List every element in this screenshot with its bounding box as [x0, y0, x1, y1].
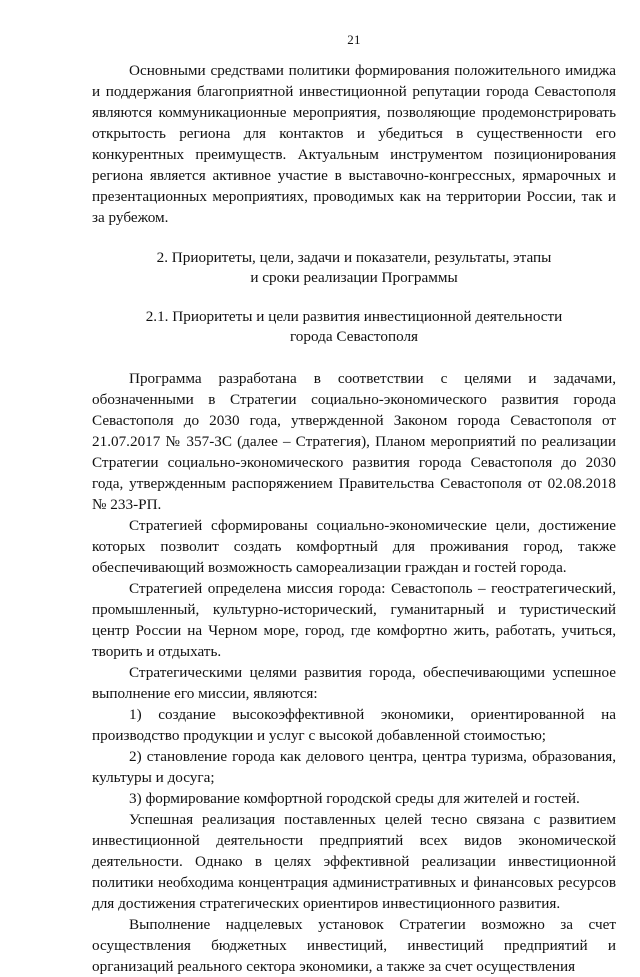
paragraph-strategy-implementation: Выполнение надцелевых установок Стратегии возможно за счет осуществления бюджетных инвестиций, инвестиций предприятий и организаций реального сектора экономики, а также за счет осуществления [92, 916, 616, 975]
paragraph-program-basis: Программа разработана в соответствии с целями и задачами, обозначенными в Стратегии социально-экономического развития города Севастополя до 2030 года, утвержденной Законом города Севастополя от 21.07.2017 № 357-ЗС (далее – Стратегия), Планом мероприятий по реализации Стратегии социально-экономического развития города Севастополя до 2030 года, утвержденным распоряжением Правительства Севастополя от 02.08.2018 № 233-РП. [92, 370, 616, 513]
subsection-heading-line1: 2.1. Приоритеты и цели развития инвестиционной деятельности [145, 308, 563, 325]
paragraph-strategy-goals: Стратегией сформированы социально-экономические цели, достижение которых позволит создать комфортный для проживания город, также обеспечивающий возможность самореализации граждан и гостей города. [92, 517, 616, 576]
section-heading-line2: и сроки реализации Программы [250, 269, 458, 286]
list-item-goal-1: 1) создание высокоэффективной экономики, ориентированной на производство продукции и услуг с высокой добавленной стоимостью; [92, 706, 616, 744]
list-item-goal-3: 3) формирование комфортной городской среды для жителей и гостей. [129, 790, 580, 807]
document-page [92, 0, 616, 975]
list-item-goal-2: 2) становление города как делового центра, центра туризма, образования, культуры и досуга; [92, 748, 616, 786]
paragraph-intro: Основными средствами политики формирования положительного имиджа и поддержания благоприятной инвестиционной репутации города Севастополя являются коммуникационные мероприятия, позволяющие продемонстрировать открытость региона для контактов и убедиться в существенности его конкурентных преимуществ. Актуальным инструментом позиционирования региона является активное участие в выставочно-конгрессных, ярмарочных и презентационных мероприятиях, проводимых как на территории России, так и за рубежом. [92, 62, 616, 226]
section-heading [92, 248, 616, 288]
paragraph-strategic-goals-intro: Стратегическими целями развития города, обеспечивающими успешное выполнение его миссии, являются: [92, 664, 616, 702]
subsection-heading [92, 307, 616, 347]
paragraph-investment-activity: Успешная реализация поставленных целей тесно связана с развитием инвестиционной деятельности предприятий всех видов экономической деятельности. Однако в целях эффективной реализации инвестиционной политики необходима концентрация административных и финансовых ресурсов для достижения стратегических ориентиров инвестиционного развития. [92, 811, 616, 912]
paragraph-city-mission: Стратегией определена миссия города: Севастополь – геостратегический, промышленный, культурно-исторический, гуманитарный и туристический центр России на Черном море, город, где комфортно жить, работать, учиться, творить и отдыхать. [92, 580, 616, 660]
page-number: 21 [347, 32, 361, 47]
subsection-heading-line2: города Севастополя [289, 328, 419, 345]
section-heading-line1: 2. Приоритеты, цели, задачи и показатели, результаты, этапы [156, 249, 552, 266]
document-body [92, 60, 616, 977]
